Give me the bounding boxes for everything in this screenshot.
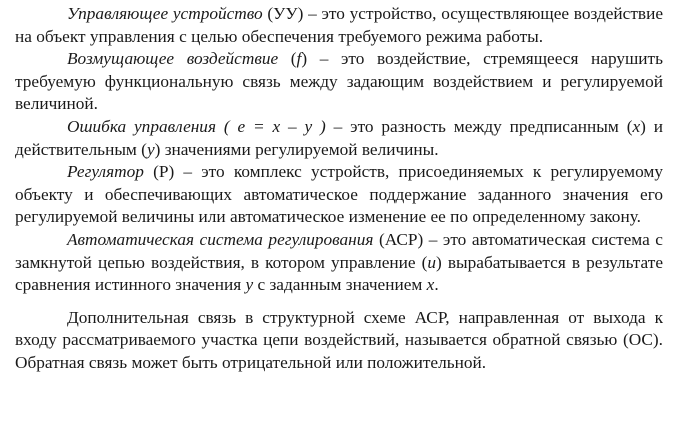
term-acs: Автоматическая система регулирования [67, 229, 374, 249]
definition-control-device [15, 3, 663, 48]
definition-text: . [434, 275, 439, 295]
definition-acs [15, 229, 663, 297]
definition-regulator [15, 161, 663, 229]
definition-text: (Р) – это комплекс устройств, присоединяемых к регулируемому объекту и обеспечивающих автоматическое поддержание заданного значения его регулируемой величины или автоматическое изменение ее по определенному закону. [15, 162, 663, 227]
definition-text: ) значениями регулируемой величины. [154, 139, 439, 159]
symbol-f: f [296, 49, 302, 69]
definition-text: с заданным значением [253, 275, 427, 295]
definition-text: ) и действительным ( [15, 116, 663, 159]
symbol-u: u [427, 252, 437, 272]
paragraph-text: Дополнительная связь в структурной схеме АСР, направленная от выхода к входу рассматриваемого участка цепи воздействий, называется обратной связью (ОС). Обратная связь может быть отрицательной или положительной. [15, 307, 663, 372]
symbol-x: x [426, 275, 435, 295]
document-page [15, 3, 663, 375]
definition-text: ( [278, 49, 297, 69]
definition-text: (АСР) – это автоматическая система с замкнутой цепью воздействия, в котором управление ( [15, 229, 663, 272]
formula-error: ( e = x – y ) [215, 116, 326, 136]
definition-control-error [15, 116, 663, 161]
symbol-y: y [245, 275, 254, 295]
definition-text: (УУ) – это устройство, осуществляющее воздействие на объект управления с целью обеспечения требуемого режима работы. [15, 4, 663, 46]
paragraph-feedback [15, 307, 663, 375]
symbol-x: x [632, 116, 641, 136]
definition-text: – это разность между предписанным ( [325, 116, 633, 136]
symbol-y: y [146, 139, 155, 159]
definition-text: ) – это воздействие, стремящееся нарушить требуемую функциональную связь между задающим воздействием и регулируемой величиной. [15, 49, 663, 114]
definition-text: ) вырабатывается в результате сравнения истинного значения [15, 252, 664, 295]
term-disturbance: Возмущающее воздействие [67, 49, 279, 69]
term-control-device: Управляющее устройство [67, 4, 263, 23]
definition-disturbance [15, 48, 663, 116]
term-control-error: Ошибка управления [67, 116, 216, 136]
term-regulator: Регулятор [67, 162, 144, 182]
